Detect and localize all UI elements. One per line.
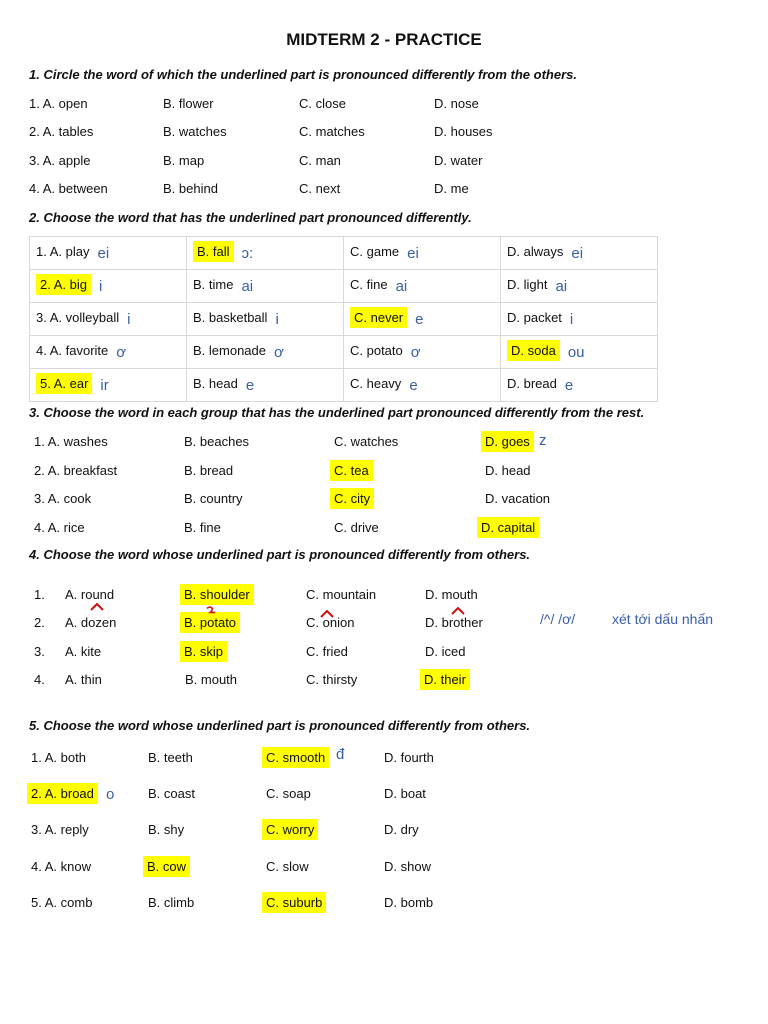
s3-r3-a: 3. A. cook xyxy=(34,491,92,506)
s4-r2-c: C. onion xyxy=(306,615,355,630)
s4-note-text: xét tới dấu nhấn xyxy=(612,611,714,627)
s3-r3-d: D. vacation xyxy=(485,491,551,506)
s5-row-5 xyxy=(0,891,768,915)
s5-r4-d: D. show xyxy=(384,859,431,874)
s4-r1-a: A. round xyxy=(65,587,115,602)
s3-r3-c-text: C. city xyxy=(330,488,374,509)
s5-r2-a xyxy=(27,782,98,806)
s5-r3-b: B. shy xyxy=(148,822,185,837)
s3-r4-a: 4. A. rice xyxy=(34,520,85,535)
s2-phonetic-note: i xyxy=(569,310,574,328)
s2-row xyxy=(30,270,658,303)
s5-r4-b-text: B. cow xyxy=(143,856,190,877)
s2-cell xyxy=(501,303,658,336)
s2-option-text: D. soda xyxy=(507,340,560,361)
s2-cell xyxy=(187,369,344,402)
s2-phonetic-note: ơ xyxy=(116,343,127,361)
s4-r4-d xyxy=(420,668,470,692)
s4-r1-c: C. mountain xyxy=(306,587,377,602)
s2-option-text: 3. A. volleyball xyxy=(36,310,120,326)
s2-row xyxy=(30,303,658,336)
s5-row-2 xyxy=(0,782,768,806)
s4-row-1 xyxy=(0,583,768,607)
s3-r3-c xyxy=(330,487,374,511)
s1-r4-b: B. behind xyxy=(163,181,218,196)
s1-r2-c: C. matches xyxy=(299,124,365,139)
s4-r2-b-text: B. potato xyxy=(180,612,240,633)
s2-option-text: 4. A. favorite xyxy=(36,343,109,359)
s2-option-text: B. lemonade xyxy=(193,343,266,359)
s2-phonetic-note: i xyxy=(127,310,131,328)
s5-r5-a: 5. A. comb xyxy=(31,895,93,910)
s5-r1-b: B. teeth xyxy=(148,750,193,765)
section-4-instruction: 4. Choose the word whose underlined part is pronounced differently from others. xyxy=(29,547,531,562)
s2-option-text: D. always xyxy=(507,244,564,260)
s2-cell xyxy=(187,336,344,369)
s2-phonetic-note: i xyxy=(275,310,279,328)
s2-cell xyxy=(501,369,658,402)
s4-r1-num: 1. xyxy=(34,587,45,602)
s1-row-3 xyxy=(0,149,768,173)
s1-row-4 xyxy=(0,177,768,201)
s2-cell xyxy=(187,270,344,303)
s1-row-1 xyxy=(0,92,768,116)
s2-cell xyxy=(30,336,187,369)
s5-r1-a: 1. A. both xyxy=(31,750,86,765)
s3-row-3 xyxy=(0,487,768,511)
s2-option-text: B. fall xyxy=(193,241,234,262)
s4-r2-d: D. brother xyxy=(425,615,483,630)
s2-cell xyxy=(501,270,658,303)
s4-r1-b-text: B. shoulder xyxy=(180,584,254,605)
s1-r3-a: 3. A. apple xyxy=(29,153,91,168)
s2-cell xyxy=(30,270,187,303)
s5-r2-d: D. boat xyxy=(384,786,426,801)
s2-cell xyxy=(344,303,501,336)
s5-r3-a: 3. A. reply xyxy=(31,822,89,837)
s4-r3-d: D. iced xyxy=(425,644,466,659)
s3-phonetic-note: z xyxy=(539,432,547,449)
s5-r3-d: D. dry xyxy=(384,822,419,837)
s2-option-text: D. light xyxy=(507,277,548,293)
s2-option-text: C. fine xyxy=(350,277,388,293)
s2-option-text: D. bread xyxy=(507,376,557,392)
s5-r4-b xyxy=(143,855,190,879)
s2-phonetic-note: ei xyxy=(571,244,584,262)
s4-r1-d: D. mouth xyxy=(425,587,478,602)
stress-caret-icon xyxy=(451,607,465,615)
s5-note-2: o xyxy=(106,786,115,803)
s2-cell xyxy=(187,303,344,336)
s4-r2-b xyxy=(180,611,240,635)
s5-r5-b: B. climb xyxy=(148,895,195,910)
s2-cell xyxy=(344,336,501,369)
s3-r1-c: C. watches xyxy=(334,434,399,449)
s5-r5-c-text: C. suburb xyxy=(262,892,326,913)
s5-r5-c xyxy=(262,891,326,915)
s5-row-3 xyxy=(0,818,768,842)
s4-r1-b xyxy=(180,583,254,607)
section-2-instruction: 2. Choose the word that has the underlined part pronounced differently. xyxy=(29,210,472,225)
s3-r2-d: D. head xyxy=(485,463,531,478)
stress-caret-icon xyxy=(90,603,104,611)
s1-r1-d: D. nose xyxy=(434,96,479,111)
s2-cell xyxy=(30,237,187,270)
page-title: MIDTERM 2 - PRACTICE xyxy=(286,30,482,49)
s5-r5-d: D. bomb xyxy=(384,895,434,910)
s4-r4-c: C. thirsty xyxy=(306,672,358,687)
s4-r3-b-text: B. skip xyxy=(180,641,227,662)
s2-table xyxy=(29,236,658,402)
s3-r4-d xyxy=(477,516,539,540)
s4-r3-num: 3. xyxy=(34,644,45,659)
s2-phonetic-note: ou xyxy=(567,343,585,361)
s4-r2-num: 2. xyxy=(34,615,45,630)
s3-r3-b: B. country xyxy=(184,491,243,506)
s3-row-1 xyxy=(0,430,768,454)
s1-r2-b: B. watches xyxy=(163,124,227,139)
s5-r4-c: C. slow xyxy=(266,859,309,874)
s3-r4-c: C. drive xyxy=(334,520,379,535)
s2-option-text: 1. A. play xyxy=(36,244,90,260)
s1-r1-c: C. close xyxy=(299,96,346,111)
s4-r4-d-text: D. their xyxy=(420,669,470,690)
s3-r1-a: 1. A. washes xyxy=(34,434,108,449)
s4-r2-a: A. dozen xyxy=(65,615,117,630)
stress-caret-icon xyxy=(320,610,334,618)
s4-r3-a: A. kite xyxy=(65,644,102,659)
s2-cell xyxy=(187,237,344,270)
s3-r1-b: B. beaches xyxy=(184,434,250,449)
s4-r4-num: 4. xyxy=(34,672,45,687)
s5-r2-b: B. coast xyxy=(148,786,195,801)
s2-phonetic-note: ơ xyxy=(410,343,421,361)
s5-note-1: đ xyxy=(336,746,345,763)
s2-option-text: C. potato xyxy=(350,343,403,359)
s3-r4-d-text: D. capital xyxy=(477,517,539,538)
section-5-instruction: 5. Choose the word whose underlined part is pronounced differently from others. xyxy=(29,718,531,733)
s3-row-4 xyxy=(0,516,768,540)
s1-r4-a: 4. A. between xyxy=(29,181,108,196)
s5-r1-c-text: C. smooth xyxy=(262,747,329,768)
s1-r3-b: B. map xyxy=(163,153,205,168)
s1-r1-a: 1. A. open xyxy=(29,96,88,111)
s4-row-4 xyxy=(0,668,768,692)
s2-option-text: B. basketball xyxy=(193,310,268,326)
s2-option-text: B. head xyxy=(193,376,238,392)
s5-r3-c-text: C. worry xyxy=(262,819,318,840)
s2-phonetic-note: e xyxy=(409,376,418,394)
s5-r4-a: 4. A. know xyxy=(31,859,91,874)
s2-option-text: C. game xyxy=(350,244,400,260)
s1-r3-d: D. water xyxy=(434,153,483,168)
s5-r1-d: D. fourth xyxy=(384,750,434,765)
s2-cell xyxy=(344,270,501,303)
s2-cell xyxy=(501,237,658,270)
s2-row xyxy=(30,369,658,402)
s5-r3-c xyxy=(262,818,318,842)
s2-phonetic-note: e xyxy=(564,376,574,394)
section-1-instruction: 1. Circle the word of which the underlined part is pronounced differently from the others. xyxy=(29,67,577,82)
s2-phonetic-note: ai xyxy=(395,277,408,295)
s4-r3-c: C. fried xyxy=(306,644,348,659)
s2-option-text: C. never xyxy=(350,307,407,328)
s4-r4-b: B. mouth xyxy=(185,672,238,687)
s2-phonetic-note: ai xyxy=(241,277,254,295)
s2-option-text: 2. A. big xyxy=(36,274,91,295)
s5-row-4 xyxy=(0,855,768,879)
s2-cell xyxy=(344,369,501,402)
s5-r1-c xyxy=(262,746,329,770)
s3-r1-d xyxy=(481,430,534,454)
s2-phonetic-note: ɔ: xyxy=(241,244,254,262)
s3-r2-c-text: C. tea xyxy=(330,460,373,481)
s2-cell xyxy=(30,303,187,336)
s1-r2-d: D. houses xyxy=(434,124,493,139)
s2-cell xyxy=(30,369,187,402)
s4-row-2 xyxy=(0,611,768,635)
s2-phonetic-note: i xyxy=(98,277,103,295)
s2-phonetic-note: ei xyxy=(407,244,419,262)
s2-option-text: C. heavy xyxy=(350,376,402,392)
s3-row-2 xyxy=(0,459,768,483)
s2-option-text: D. packet xyxy=(507,310,562,326)
stress-mark-icon xyxy=(204,606,218,614)
s2-phonetic-note: ơ xyxy=(274,343,284,361)
s3-r1-d-text: D. goes xyxy=(481,431,534,452)
s1-r4-d: D. me xyxy=(434,181,469,196)
section-3-instruction: 3. Choose the word in each group that has the underlined part pronounced differently from the rest. xyxy=(29,405,645,420)
s3-r4-b: B. fine xyxy=(184,520,221,535)
s2-option-text: B. time xyxy=(193,277,234,293)
s4-note-symbols: /^/ /ơ/ xyxy=(540,611,576,627)
s1-r1-b: B. flower xyxy=(163,96,214,111)
s1-row-2 xyxy=(0,120,768,144)
s3-r2-c xyxy=(330,459,373,483)
s1-r4-c: C. next xyxy=(299,181,341,196)
s4-r4-a: A. thin xyxy=(65,672,102,687)
s3-r2-a: 2. A. breakfast xyxy=(34,463,118,478)
s2-phonetic-note: ei xyxy=(97,244,110,262)
s1-r2-a: 2. A. tables xyxy=(29,124,94,139)
s2-phonetic-note: ir xyxy=(100,376,109,394)
s2-row xyxy=(30,336,658,369)
s2-phonetic-note: ai xyxy=(555,277,568,295)
s2-phonetic-note: e xyxy=(245,376,255,394)
s1-r3-c: C. man xyxy=(299,153,341,168)
s2-phonetic-note: e xyxy=(415,310,424,328)
s2-cell xyxy=(344,237,501,270)
s5-row-1 xyxy=(0,746,768,770)
s2-cell xyxy=(501,336,658,369)
s5-r2-c: C. soap xyxy=(266,786,311,801)
s4-r3-b xyxy=(180,640,227,664)
s3-r2-b: B. bread xyxy=(184,463,234,478)
s4-row-3 xyxy=(0,640,768,664)
s2-option-text: 5. A. ear xyxy=(36,373,92,394)
s5-r2-a-text: 2. A. broad xyxy=(27,783,98,804)
s2-row xyxy=(30,237,658,270)
